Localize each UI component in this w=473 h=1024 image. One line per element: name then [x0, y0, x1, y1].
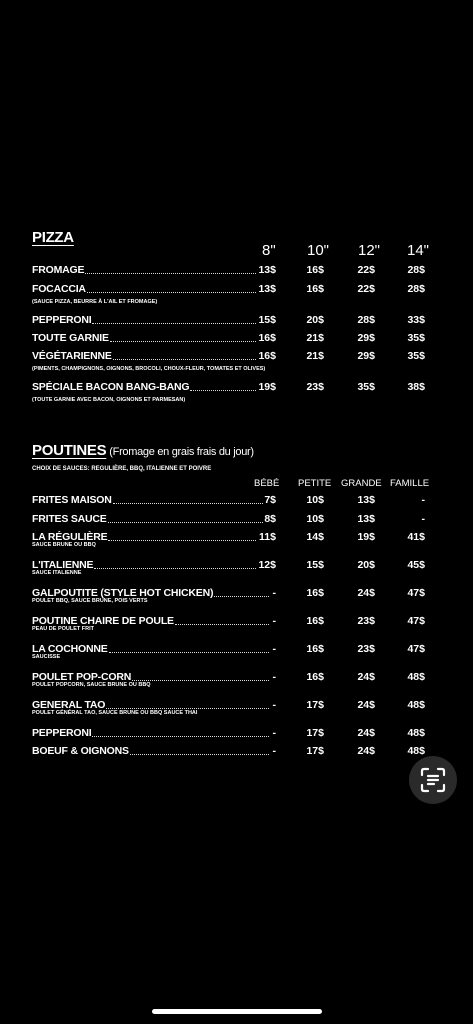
pizza-price: 21$	[306, 332, 324, 344]
poutine-price: -	[272, 615, 276, 627]
dot-leader	[87, 292, 256, 293]
poutine-item-note: SAUCISSE	[32, 654, 61, 660]
poutine-price: -	[272, 699, 276, 711]
poutines-title-text: POUTINES	[32, 442, 107, 459]
pizza-price: 13$	[258, 264, 276, 276]
pizza-row	[32, 283, 432, 297]
pizza-item-name: SPÉCIALE BACON BANG-BANG	[32, 381, 190, 393]
poutine-price: 47$	[407, 587, 425, 599]
poutine-price: 16$	[306, 615, 324, 627]
poutine-item-name: FRITES MAISON	[32, 494, 112, 506]
pizza-item-note: (SAUCE PIZZA, BEURRE À L'AIL ET FROMAGE)	[32, 299, 158, 305]
poutine-item-name: PEPPERONI	[32, 727, 92, 739]
pizza-price: 35$	[407, 350, 425, 362]
pizza-price: 29$	[357, 332, 375, 344]
dot-leader	[85, 273, 256, 274]
pizza-item-note: (TOUTE GARNIE AVEC BACON, OIGNONS ET PARMESAN)	[32, 397, 186, 403]
poutine-item-name: GALPOUTITE (STYLE HOT CHICKEN)	[32, 587, 214, 599]
poutine-price: 19$	[357, 531, 375, 543]
poutine-price: 10$	[306, 494, 324, 506]
text-scan-icon	[419, 766, 447, 794]
pizza-item-name: VÉGÉTARIENNE	[32, 350, 112, 362]
poutine-price: 23$	[357, 615, 375, 627]
poutine-item-note: SAUCE BRUNE OU BBQ	[32, 542, 96, 548]
pizza-row	[32, 381, 432, 395]
pizza-item-name: PEPPERONI	[32, 314, 92, 326]
pizza-price: 29$	[357, 350, 375, 362]
dot-leader	[108, 540, 256, 541]
poutines-title	[32, 442, 254, 459]
pizza-price: 15$	[258, 314, 276, 326]
poutine-price: 24$	[357, 745, 375, 757]
pizza-size-10: 10"	[307, 242, 330, 259]
pizza-price: 28$	[357, 314, 375, 326]
text-scan-button[interactable]	[409, 756, 457, 804]
pizza-row	[32, 350, 432, 364]
poutine-price: 17$	[306, 727, 324, 739]
pizza-size-14: 14"	[407, 242, 430, 259]
pizza-row	[32, 332, 432, 346]
poutine-price: 14$	[306, 531, 324, 543]
poutine-price: 24$	[357, 727, 375, 739]
pizza-item-name: FOCACCIA	[32, 283, 86, 295]
poutine-item-name: LA COCHONNE	[32, 643, 108, 655]
pizza-item-note: (PIMENTS, CHAMPIGNONS, OIGNONS, BROCOLI, CHOUX-FLEUR, TOMATES ET OLIVES)	[32, 366, 266, 372]
poutine-price: -	[421, 513, 425, 525]
poutine-item-name: FRITES SAUCE	[32, 513, 107, 525]
poutine-row	[32, 494, 432, 508]
pizza-price: 22$	[357, 283, 375, 295]
pizza-size-12: 12"	[358, 242, 381, 259]
poutine-price: 24$	[357, 699, 375, 711]
pizza-row	[32, 264, 432, 278]
pizza-title: PIZZA	[32, 229, 74, 246]
poutine-price: 23$	[357, 643, 375, 655]
poutine-item-note: SAUCE ITALIENNE	[32, 570, 82, 576]
poutine-price: 48$	[407, 699, 425, 711]
poutine-row	[32, 559, 432, 573]
poutine-item-name: L'ITALIENNE	[32, 559, 94, 571]
poutine-price: 13$	[357, 494, 375, 506]
pizza-price: 19$	[258, 381, 276, 393]
poutine-price: 17$	[306, 699, 324, 711]
poutine-price: -	[272, 745, 276, 757]
poutine-price: 7$	[264, 494, 276, 506]
poutine-price: 47$	[407, 615, 425, 627]
pizza-price: 38$	[407, 381, 425, 393]
pizza-item-name: TOUTE GARNIE	[32, 332, 109, 344]
pizza-price: 28$	[407, 264, 425, 276]
poutine-price: 20$	[357, 559, 375, 571]
poutine-price: 8$	[264, 513, 276, 525]
poutine-item-note: POULET POPCORN, SAUCE BRUNE OU BBQ	[32, 682, 151, 688]
poutine-price: 17$	[306, 745, 324, 757]
poutine-price: 16$	[306, 643, 324, 655]
pizza-price: 21$	[306, 350, 324, 362]
poutine-price: -	[421, 494, 425, 506]
poutine-item-name: POUTINE CHAIRE DE POULE	[32, 615, 174, 627]
poutine-price: 47$	[407, 643, 425, 655]
poutine-price: 10$	[306, 513, 324, 525]
poutine-price: 13$	[357, 513, 375, 525]
dot-leader	[110, 341, 256, 342]
pizza-price: 16$	[258, 332, 276, 344]
dot-leader	[113, 359, 256, 360]
poutine-price: 41$	[407, 531, 425, 543]
poutine-price: -	[272, 587, 276, 599]
poutine-item-name: GENERAL TAO	[32, 699, 106, 711]
pizza-row	[32, 314, 432, 328]
pizza-price: 35$	[357, 381, 375, 393]
poutine-price: 24$	[357, 587, 375, 599]
pizza-price: 33$	[407, 314, 425, 326]
poutine-row	[32, 727, 432, 741]
pizza-price: 22$	[357, 264, 375, 276]
poutine-price: 48$	[407, 671, 425, 683]
poutine-price: -	[272, 727, 276, 739]
poutine-item-note: POULET GÉNÉRAL TAO, SAUCE BRUNE OU BBQ SAUCE THAI	[32, 710, 198, 716]
dot-leader	[92, 323, 256, 324]
poutine-item-note: PEAU DE POULET FRIT	[32, 626, 95, 632]
sauce-choices: CHOIX DE SAUCES: REGULIÈRE, BBQ, ITALIENNE ET POIVRE	[32, 466, 212, 472]
poutine-price: 12$	[258, 559, 276, 571]
poutines-subtitle: (Fromage en grais frais du jour)	[109, 446, 254, 458]
poutine-row	[32, 745, 432, 759]
poutine-price: 48$	[407, 745, 425, 757]
pizza-price: 23$	[306, 381, 324, 393]
poutine-price: 45$	[407, 559, 425, 571]
poutine-item-name: BOEUF & OIGNONS	[32, 745, 129, 757]
poutine-row	[32, 643, 432, 657]
poutine-item-name: POULET POP-CORN	[32, 671, 132, 683]
pizza-price: 35$	[407, 332, 425, 344]
poutine-price: 11$	[259, 531, 276, 543]
dot-leader	[94, 568, 256, 569]
poutine-price: -	[272, 643, 276, 655]
poutine-price: 16$	[306, 587, 324, 599]
home-indicator[interactable]	[152, 1009, 322, 1014]
pizza-price: 16$	[306, 283, 324, 295]
pizza-size-8: 8"	[262, 242, 276, 259]
poutine-size-bebe: BÉBÉ	[254, 478, 280, 489]
poutine-price: -	[272, 671, 276, 683]
poutine-price: 48$	[407, 727, 425, 739]
pizza-price: 13$	[258, 283, 276, 295]
poutine-item-name: LA RÉGULIÈRE	[32, 531, 108, 543]
poutine-size-grande: GRANDE	[341, 478, 382, 489]
pizza-price: 28$	[407, 283, 425, 295]
poutine-size-petite: PETITE	[298, 478, 332, 489]
poutine-size-famille: FAMILLE	[390, 478, 430, 489]
pizza-price: 16$	[258, 350, 276, 362]
poutine-row	[32, 513, 432, 527]
pizza-price: 20$	[306, 314, 324, 326]
poutine-price: 16$	[306, 671, 324, 683]
pizza-item-name: FROMAGE	[32, 264, 85, 276]
poutine-item-note: POULET BBQ, SAUCE BRUNE, POIS VERTS	[32, 598, 148, 604]
poutine-price: 24$	[357, 671, 375, 683]
poutine-price: 15$	[306, 559, 324, 571]
pizza-price: 16$	[306, 264, 324, 276]
